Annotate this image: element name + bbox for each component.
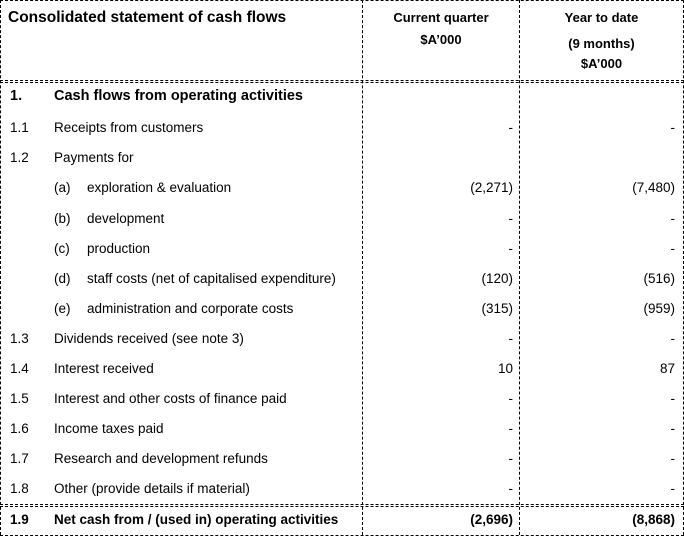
- row-sub-letter: (e): [54, 301, 71, 316]
- row-number: 1.2: [10, 150, 29, 165]
- row-label: Other (provide details if material): [54, 481, 250, 496]
- row-ytd-value: -: [670, 331, 675, 346]
- table-border-top: [0, 0, 684, 1]
- total-divider-double: [0, 506, 684, 507]
- row-current-value: 10: [497, 361, 513, 376]
- total-divider: [0, 504, 684, 505]
- row-ytd-value: -: [670, 120, 675, 135]
- header-divider: [0, 80, 684, 81]
- row-current-value: -: [508, 120, 513, 135]
- row-current-value: (2,271): [470, 180, 513, 195]
- row-sub-letter: (b): [54, 211, 71, 226]
- row-label: development: [87, 211, 165, 226]
- row-label: staff costs (net of capitalised expenditure): [87, 271, 336, 286]
- current-quarter-unit: $A’000: [420, 32, 462, 47]
- row-ytd-value: -: [670, 481, 675, 496]
- statement-title: Consolidated statement of cash flows: [8, 9, 287, 26]
- row-ytd-value: -: [670, 421, 675, 436]
- row-number: 1.3: [10, 331, 29, 346]
- row-current-value: (315): [481, 301, 513, 316]
- header-divider-double: [0, 82, 684, 83]
- row-ytd-value: -: [670, 211, 675, 226]
- row-label: production: [87, 241, 151, 256]
- row-ytd-value: 87: [659, 361, 675, 376]
- row-number: 1.8: [10, 481, 29, 496]
- row-label: Dividends received (see note 3): [54, 331, 244, 346]
- row-sub-letter: (d): [54, 271, 71, 286]
- row-current-value: -: [508, 421, 513, 436]
- total-current-value: (2,696): [470, 512, 513, 527]
- total-ytd-value: (8,868): [632, 512, 675, 527]
- row-label: exploration & evaluation: [87, 180, 232, 195]
- row-label: Interest received: [54, 361, 154, 376]
- row-ytd-value: (959): [643, 301, 675, 316]
- row-number: 1.7: [10, 451, 29, 466]
- ytd-period: (9 months): [568, 36, 635, 51]
- section-number: 1.: [10, 88, 23, 104]
- row-number: 1.6: [10, 421, 29, 436]
- row-ytd-value: (516): [643, 271, 675, 286]
- row-number: 1.1: [10, 120, 29, 135]
- row-label: Income taxes paid: [54, 421, 164, 436]
- row-current-value: -: [508, 481, 513, 496]
- row-number: 1.4: [10, 361, 29, 376]
- row-current-value: -: [508, 211, 513, 226]
- ytd-unit: $A’000: [580, 56, 623, 71]
- section-title: Cash flows from operating activities: [54, 88, 303, 104]
- ytd-heading: Year to date: [564, 10, 639, 25]
- row-current-value: -: [508, 391, 513, 406]
- row-label: administration and corporate costs: [87, 301, 294, 316]
- row-sub-letter: (c): [54, 241, 70, 256]
- row-label: Payments for: [54, 150, 134, 165]
- row-sub-letter: (a): [54, 180, 71, 195]
- row-ytd-value: -: [670, 391, 675, 406]
- row-current-value: (120): [481, 271, 513, 286]
- current-quarter-heading: Current quarter: [393, 10, 489, 25]
- total-row-number: 1.9: [10, 512, 29, 527]
- row-current-value: -: [508, 241, 513, 256]
- row-number: 1.5: [10, 391, 29, 406]
- row-ytd-value: (7,480): [632, 180, 675, 195]
- row-ytd-value: -: [670, 451, 675, 466]
- row-ytd-value: -: [670, 241, 675, 256]
- row-label: Receipts from customers: [54, 120, 204, 135]
- table-border-left: [0, 0, 1, 535]
- row-current-value: -: [508, 331, 513, 346]
- row-current-value: -: [508, 451, 513, 466]
- row-label: Research and development refunds: [54, 451, 268, 466]
- row-label: Interest and other costs of finance paid: [54, 391, 287, 406]
- total-row-label: Net cash from / (used in) operating activities: [54, 512, 339, 527]
